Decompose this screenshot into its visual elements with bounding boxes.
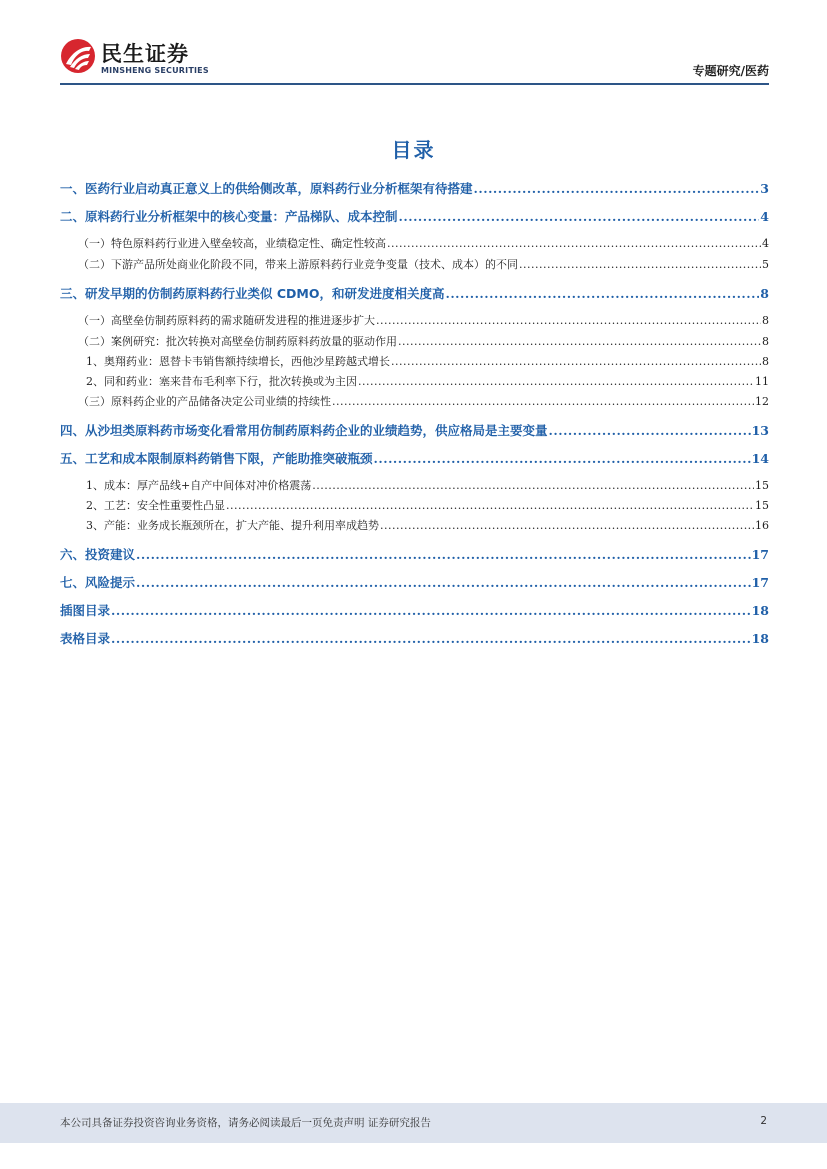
toc-entry[interactable] — [60, 496, 769, 516]
toc-entry-title: 2、同和药业：塞来昔布毛利率下行，批次转换或为主因 — [86, 375, 357, 388]
toc-entry-page: 8 — [762, 335, 769, 348]
page-number: 2 — [760, 1115, 767, 1127]
toc-entry[interactable] — [60, 544, 769, 566]
toc-entry[interactable] — [60, 206, 769, 228]
toc-entry-title: （一）高壁垒仿制药原料药的需求随研发进程的推进逐步扩大 — [78, 314, 375, 327]
toc-leader-dots — [474, 178, 760, 200]
page-footer — [0, 1103, 827, 1143]
logo-emblem-icon — [60, 38, 96, 74]
toc-entry-page: 5 — [762, 258, 769, 271]
toc-leader-dots — [549, 420, 751, 442]
header-divider — [60, 83, 769, 85]
toc-entry[interactable] — [60, 516, 769, 536]
toc-leader-dots — [358, 372, 754, 392]
company-logo — [60, 38, 230, 78]
toc-entry-title: 三、研发早期的仿制药原料药行业类似 CDMO，和研发进度相关度高 — [60, 286, 445, 301]
toc-entry[interactable] — [60, 234, 769, 254]
toc-leader-dots — [312, 476, 754, 496]
logo-english-name: MINSHENG SECURITIES — [101, 66, 209, 75]
toc-entry-page: 15 — [755, 499, 769, 512]
logo-chinese-name: 民生证券 — [101, 42, 189, 66]
toc-entry[interactable] — [60, 628, 769, 650]
toc-entry-page: 13 — [751, 423, 769, 438]
toc-leader-dots — [332, 392, 754, 412]
toc-entry-page: 17 — [751, 575, 769, 590]
toc-entry-title: 表格目录 — [60, 631, 111, 646]
toc-entry-page: 14 — [751, 451, 769, 466]
toc-entry[interactable] — [60, 332, 769, 352]
toc-entry[interactable] — [60, 420, 769, 442]
toc-entry-page: 16 — [755, 519, 769, 532]
toc-entry-page: 8 — [760, 286, 769, 301]
toc-entry-page: 18 — [751, 631, 769, 646]
toc-entry-title: 1、成本：厚产品线+自产中间体对冲价格震荡 — [86, 479, 312, 492]
toc-entry-title: 插图目录 — [60, 603, 111, 618]
toc-leader-dots — [136, 572, 751, 594]
document-type-label: 专题研究/医药 — [692, 64, 769, 78]
toc-entry-title: 3、产能：业务成长瓶颈所在，扩大产能、提升利用率成趋势 — [86, 519, 379, 532]
toc-entry-page: 4 — [762, 237, 769, 250]
toc-leader-dots — [387, 234, 761, 254]
toc-entry[interactable] — [60, 392, 769, 412]
toc-entry[interactable] — [60, 283, 769, 305]
toc-entry[interactable] — [60, 572, 769, 594]
toc-entry-title: （二）案例研究：批次转换对高壁垒仿制药原料药放量的驱动作用 — [78, 335, 397, 348]
toc-entry-page: 8 — [762, 355, 769, 368]
toc-leader-dots — [226, 496, 754, 516]
toc-entry-title: 二、原料药行业分析框架中的核心变量：产品梯队、成本控制 — [60, 209, 398, 224]
toc-entry-page: 12 — [755, 395, 769, 408]
toc-entry[interactable] — [60, 372, 769, 392]
toc-leader-dots — [398, 332, 761, 352]
toc-leader-dots — [380, 516, 754, 536]
toc-entry-title: 2、工艺：安全性重要性凸显 — [86, 499, 225, 512]
toc-entry-page: 11 — [755, 375, 769, 388]
toc-entry-title: 1、奥翔药业：恩替卡韦销售额持续增长，西他沙星跨越式增长 — [86, 355, 390, 368]
toc-entry[interactable] — [60, 448, 769, 470]
page-header — [60, 34, 769, 86]
toc-leader-dots — [399, 206, 760, 228]
toc-leader-dots — [374, 448, 751, 470]
toc-leader-dots — [111, 600, 751, 622]
toc-entry[interactable] — [60, 600, 769, 622]
toc-entry-page: 3 — [760, 181, 769, 196]
toc-title: 目录 — [391, 138, 436, 162]
toc-entry-title: 四、从沙坦类原料药市场变化看常用仿制药原料药企业的业绩趋势，供应格局是主要变量 — [60, 423, 548, 438]
toc-leader-dots — [445, 283, 759, 305]
toc-entry-page: 18 — [751, 603, 769, 618]
toc-leader-dots — [519, 255, 761, 275]
toc-entry[interactable] — [60, 352, 769, 372]
toc-entry-page: 15 — [755, 479, 769, 492]
toc-entry-title: （一）特色原料药行业进入壁垒较高，业绩稳定性、确定性较高 — [78, 237, 386, 250]
toc-entry-page: 8 — [762, 314, 769, 327]
toc-leader-dots — [391, 352, 761, 372]
toc-entry-page: 4 — [760, 209, 769, 224]
table-of-contents — [60, 178, 769, 650]
toc-entry-title: （二）下游产品所处商业化阶段不同，带来上游原料药行业竞争变量（技术、成本）的不同 — [78, 258, 518, 271]
toc-leader-dots — [376, 311, 761, 331]
toc-entry[interactable] — [60, 476, 769, 496]
toc-entry-title: 七、风险提示 — [60, 575, 136, 590]
toc-leader-dots — [111, 628, 751, 650]
toc-entry-title: （三）原料药企业的产品储备决定公司业绩的持续性 — [78, 395, 331, 408]
toc-entry[interactable] — [60, 178, 769, 200]
toc-entry[interactable] — [60, 255, 769, 275]
toc-entry-page: 17 — [751, 547, 769, 562]
toc-entry[interactable] — [60, 311, 769, 331]
toc-entry-title: 五、工艺和成本限制原料药销售下限，产能助推突破瓶颈 — [60, 451, 373, 466]
toc-leader-dots — [136, 544, 751, 566]
toc-entry-title: 六、投资建议 — [60, 547, 136, 562]
toc-entry-title: 一、医药行业启动真正意义上的供给侧改革，原料药行业分析框架有待搭建 — [60, 181, 473, 196]
footer-disclaimer: 本公司具备证券投资咨询业务资格，请务必阅读最后一页免责声明 证券研究报告 — [60, 1117, 431, 1129]
